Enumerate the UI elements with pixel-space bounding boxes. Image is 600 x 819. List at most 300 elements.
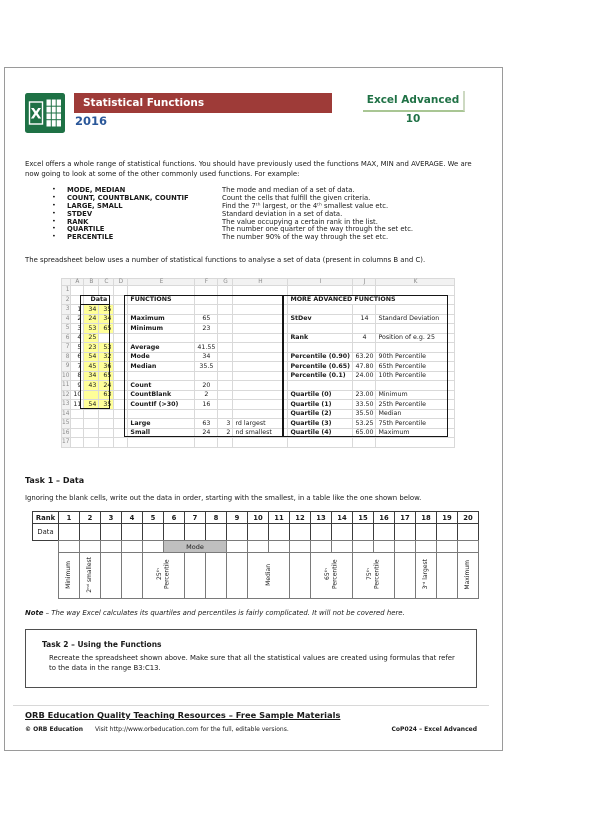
grid-cell [195, 409, 218, 419]
grid-cell [84, 428, 99, 438]
bullet-icon: • [52, 216, 56, 225]
grid-row [62, 343, 455, 353]
grid-cell: 35 [99, 305, 114, 315]
page-title: Statistical Functions [83, 97, 205, 109]
grid-cell: 7 [71, 362, 84, 372]
grid-cell: MORE ADVANCED FUNCTIONS [288, 295, 455, 305]
grid-cell: 1 [71, 305, 84, 315]
grid-cell: 63 [195, 419, 218, 429]
rank-header-cell: Rank [33, 512, 59, 524]
grid-row [62, 419, 455, 429]
grid-cell: 10th Percentile [376, 371, 455, 381]
rank-number-cell: 1 [59, 512, 80, 524]
grid-cell: 2 [71, 314, 84, 324]
grid-cell [114, 333, 128, 343]
function-name: COUNT, COUNTBLANK, COUNTIF [67, 193, 189, 202]
empty-data-cell [80, 524, 101, 541]
spreadsheet-grid [61, 278, 455, 448]
grid-cell [128, 286, 195, 296]
bullet-icon: • [52, 200, 56, 209]
empty-cell [458, 541, 479, 553]
empty-data-cell [185, 524, 206, 541]
empty-cell [227, 553, 248, 599]
edition-year: 2016 [75, 114, 108, 128]
rank-number-cell: 2 [80, 512, 101, 524]
grid-cell: 10 [71, 390, 84, 400]
grid-cell [376, 438, 455, 448]
empty-data-cell [332, 524, 353, 541]
grid-cell [114, 438, 128, 448]
rotated-label: 25ᵗʰ Percentile [156, 559, 171, 590]
grid-cell: Maximum [376, 428, 455, 438]
grid-cell [114, 409, 128, 419]
empty-data-cell [353, 524, 374, 541]
grid-cell [114, 314, 128, 324]
grid-cell: 11 [71, 400, 84, 410]
grid-cell [233, 371, 288, 381]
grid-row [62, 371, 455, 381]
rank-number-cell: 14 [332, 512, 353, 524]
grid-cell: 35.5 [195, 362, 218, 372]
grid-cell [114, 352, 128, 362]
grid-cell: 41.55 [195, 343, 218, 353]
bullet-item [52, 210, 482, 218]
function-desc: The number 90% of the way through the set etc. [222, 233, 389, 242]
function-name: LARGE, SMALL [67, 201, 123, 210]
grid-cell: 32 [99, 352, 114, 362]
grid-cell: 34 [84, 305, 99, 315]
empty-cell [101, 541, 122, 553]
column-header: I [288, 279, 353, 286]
grid-cell: 6 [71, 352, 84, 362]
grid-row [62, 352, 455, 362]
grid-cell [288, 343, 353, 353]
grid-cell [99, 409, 114, 419]
grid-cell: 24 [99, 381, 114, 391]
grid-row [62, 362, 455, 372]
function-name: RANK [67, 217, 89, 226]
statistic-label-cell [59, 553, 80, 599]
grid-cell: Quartile (3) [288, 419, 353, 429]
grid-cell [353, 305, 376, 315]
empty-cell [395, 553, 416, 599]
empty-cell [122, 541, 143, 553]
grid-cell [84, 409, 99, 419]
grid-cell [218, 400, 233, 410]
statistic-labels-row [59, 553, 479, 599]
row-header: 5 [62, 324, 71, 334]
grid-cell [288, 324, 353, 334]
note-paragraph [25, 609, 405, 617]
grid-cell [218, 295, 233, 305]
grid-cell [233, 314, 288, 324]
grid-cell [353, 381, 376, 391]
row-header: 2 [62, 295, 71, 305]
bullet-item [52, 194, 482, 202]
grid-cell: nd smallest [233, 428, 288, 438]
grid-cell: 24.00 [353, 371, 376, 381]
empty-data-cell [227, 524, 248, 541]
column-header: D [114, 279, 128, 286]
grid-cell [71, 438, 84, 448]
grid-cell [114, 295, 128, 305]
rank-number-cell: 12 [290, 512, 311, 524]
spreadsheet-screenshot [61, 278, 459, 450]
grid-cell [218, 324, 233, 334]
bullet-icon: • [52, 232, 56, 241]
grid-cell [99, 419, 114, 429]
grid-cell: 36 [99, 362, 114, 372]
grid-cell [353, 324, 376, 334]
grid-cell: 65th Percentile [376, 362, 455, 372]
rank-header-row [33, 512, 479, 524]
grid-cell: 3 [218, 419, 233, 429]
grid-cell: 63.20 [353, 352, 376, 362]
rank-number-cell: 9 [227, 512, 248, 524]
grid-cell [99, 286, 114, 296]
grid-cell [233, 333, 288, 343]
intro-paragraph: Excel offers a whole range of statistical functions. You should have previously used the functions MAX, MIN and AVERAGE. We are now going to look at some of the other commonly used functions. For example: [25, 160, 472, 178]
grid-cell: FUNCTIONS [128, 295, 195, 305]
grid-cell [218, 352, 233, 362]
grid-cell [218, 314, 233, 324]
function-name: QUARTILE [67, 225, 105, 234]
note-label: Note [25, 609, 44, 617]
column-header: G [218, 279, 233, 286]
excel-logo-icon [25, 93, 65, 133]
grid-cell: Position of e.g. 25 [376, 333, 455, 343]
task2-instructions: Recreate the spreadsheet shown above. Make sure that all the statistical values are created using formulas that refer to the data in the range B3:C13. [49, 654, 455, 672]
grid-cell [233, 381, 288, 391]
grid-cell: rd largest [233, 419, 288, 429]
grid-cell [99, 333, 114, 343]
grid-cell: 20 [195, 381, 218, 391]
bullet-icon: • [52, 185, 56, 193]
row-header: 8 [62, 352, 71, 362]
row-header: 11 [62, 382, 70, 389]
grid-cell [71, 428, 84, 438]
row-header: 13 [62, 401, 70, 408]
grid-cell [195, 371, 218, 381]
grid-cell: CountBlank [128, 390, 195, 400]
grid-cell [84, 390, 99, 400]
rank-number-cell: 16 [374, 512, 395, 524]
grid-cell: Mode [128, 352, 195, 362]
grid-cell: 23.00 [353, 390, 376, 400]
grid-cell [288, 305, 353, 315]
footer-visit-text: Visit http://www.orbeducation.com for the full, editable versions. [94, 726, 289, 733]
empty-cell [80, 541, 101, 553]
grid-cell [233, 400, 288, 410]
bullet-icon: • [52, 224, 56, 233]
grid-cell: 53.25 [353, 419, 376, 429]
grid-cell: Small [128, 428, 195, 438]
grid-cell: 9 [71, 381, 84, 391]
grid-cell [376, 343, 455, 353]
grid-cell [114, 305, 128, 315]
rank-table [32, 511, 479, 541]
row-header: 12 [62, 391, 70, 398]
bullet-item [52, 218, 482, 226]
rank-number-cell: 20 [458, 512, 479, 524]
grid-cell [233, 409, 288, 419]
grid-cell [195, 333, 218, 343]
empty-cell [290, 553, 311, 599]
column-header: C [99, 279, 114, 286]
grid-cell: Median [128, 362, 195, 372]
empty-data-cell [290, 524, 311, 541]
grid-cell [233, 324, 288, 334]
rank-number-cell: 19 [437, 512, 458, 524]
grid-corner [62, 279, 71, 286]
rank-number-cell: 15 [353, 512, 374, 524]
row-header: 6 [62, 333, 71, 343]
empty-cell [185, 553, 206, 599]
grid-cell [218, 390, 233, 400]
grid-cell: 43 [84, 381, 99, 391]
empty-cell [206, 553, 227, 599]
grid-cell [218, 438, 233, 448]
empty-cell [248, 541, 269, 553]
rank-data-row [33, 524, 479, 541]
grid-cell [218, 371, 233, 381]
grid-cell: Data [84, 295, 114, 305]
grid-cell [376, 305, 455, 315]
grid-cell [84, 419, 99, 429]
footer-row [25, 726, 477, 733]
empty-data-cell [311, 524, 332, 541]
row-header: 9 [62, 362, 71, 372]
rotated-label: 75ᵗʰ Percentile [366, 559, 381, 590]
bullet-icon: • [52, 192, 56, 201]
grid-cell: 65 [99, 371, 114, 381]
grid-cell [218, 409, 233, 419]
grid-cell: Minimum [128, 324, 195, 334]
empty-cell [437, 541, 458, 553]
rank-number-cell: 13 [311, 512, 332, 524]
grid-cell [376, 324, 455, 334]
row-header: 1 [62, 286, 71, 296]
statistic-label-cell [353, 553, 395, 599]
grid-cell: 63 [99, 390, 114, 400]
grid-cell [114, 419, 128, 429]
footer-doc-code: CoP024 – Excel Advanced [391, 726, 477, 733]
grid-cell: Percentile (0.65) [288, 362, 353, 372]
column-header: F [195, 279, 218, 286]
grid-row [62, 428, 455, 438]
grid-cell [71, 419, 84, 429]
statistic-label-cell [311, 553, 353, 599]
bullet-item [52, 233, 482, 241]
empty-data-cell [122, 524, 143, 541]
grid-cell: Quartile (0) [288, 390, 353, 400]
bullet-icon: • [52, 208, 56, 217]
function-desc: The number one quarter of the way through the set etc. [222, 225, 414, 234]
grid-cell: 25 [84, 333, 99, 343]
bullet-item [52, 202, 482, 210]
rank-number-cell: 6 [164, 512, 185, 524]
empty-data-cell [458, 524, 479, 541]
grid-cell: 75th Percentile [376, 419, 455, 429]
grid-cell [114, 428, 128, 438]
grid-cell: 8 [71, 371, 84, 381]
note-text: – The way Excel calculates its quartiles and percentiles is fairly complicated. It will not be covered here. [43, 609, 405, 617]
grid-cell [195, 438, 218, 448]
grid-cell [218, 333, 233, 343]
rotated-label: 65ᵗʰ Percentile [324, 559, 339, 590]
empty-cell [59, 541, 80, 553]
grid-cell: Percentile (0.1) [288, 371, 353, 381]
rank-number-cell: 3 [101, 512, 122, 524]
grid-cell [233, 362, 288, 372]
grid-cell [99, 438, 114, 448]
grid-cell: 34 [99, 314, 114, 324]
grid-cell: Large [128, 419, 195, 429]
grid-cell [128, 305, 195, 315]
grid-cell: Maximum [128, 314, 195, 324]
grid-cell [353, 286, 376, 296]
grid-row [62, 333, 455, 343]
empty-data-cell [206, 524, 227, 541]
mode-row [59, 541, 479, 553]
function-name: STDEV [67, 209, 93, 218]
grid-cell: 33.50 [353, 400, 376, 410]
grid-cell [288, 286, 353, 296]
grid-cell [288, 438, 353, 448]
function-desc: Count the cells that fulfill the given criteria. [222, 193, 371, 202]
grid-cell: 65 [99, 324, 114, 334]
grid-cell: 14 [353, 314, 376, 324]
grid-cell: Rank [288, 333, 353, 343]
row-header: 7 [62, 343, 71, 353]
grid-cell [114, 390, 128, 400]
footer-divider [13, 705, 489, 706]
empty-cell [437, 553, 458, 599]
footer-copyright: © ORB Education [25, 726, 84, 733]
grid-cell [353, 343, 376, 353]
row-header: 14 [62, 410, 70, 417]
empty-data-cell [164, 524, 185, 541]
grid-cell [195, 305, 218, 315]
grid-row [62, 286, 455, 296]
grid-cell [233, 305, 288, 315]
grid-cell: Count [128, 381, 195, 391]
grid-row [62, 324, 455, 334]
rotated-label: Median [264, 563, 272, 586]
empty-cell [311, 541, 332, 553]
grid-cell [84, 286, 99, 296]
function-desc: Find the 7ᵗʰ largest, or the 4ᵗʰ smallest value etc. [222, 201, 389, 210]
empty-cell [416, 541, 437, 553]
empty-data-cell [416, 524, 437, 541]
empty-cell [395, 541, 416, 553]
grid-cell [233, 438, 288, 448]
grid-cell: 2 [195, 390, 218, 400]
grid-cell [114, 381, 128, 391]
row-header: 17 [62, 439, 70, 446]
empty-cell [332, 541, 353, 553]
grid-cell [128, 371, 195, 381]
rotated-label: 3ʳᵈ largest [422, 559, 430, 590]
footer-title: ORB Education Quality Teaching Resources – Free Sample Materials [25, 710, 341, 720]
grid-cell: Percentile (0.90) [288, 352, 353, 362]
grid-cell: 90th Percentile [376, 352, 455, 362]
grid-cell: 45 [84, 362, 99, 372]
rotated-label: Minimum [65, 560, 73, 589]
grid-cell: 34 [84, 371, 99, 381]
grid-cell [71, 286, 84, 296]
grid-cell: Quartile (4) [288, 428, 353, 438]
grid-cell: 65 [195, 314, 218, 324]
svg-text:X: X [30, 106, 42, 123]
rank-number-cell: 11 [269, 512, 290, 524]
grid-cell [233, 286, 288, 296]
grid-cell [128, 333, 195, 343]
empty-cell [227, 541, 248, 553]
row-header: 10 [62, 372, 70, 379]
grid-cell: 35 [99, 400, 114, 410]
grid-cell: 47.80 [353, 362, 376, 372]
title-banner [74, 93, 332, 113]
grid-cell: Minimum [376, 390, 455, 400]
empty-cell [143, 541, 164, 553]
grid-cell [233, 390, 288, 400]
empty-data-cell [101, 524, 122, 541]
grid-cell: 53 [84, 324, 99, 334]
grid-cell: Median [376, 409, 455, 419]
empty-data-cell [437, 524, 458, 541]
grid-cell: StDev [288, 314, 353, 324]
task2-heading: Task 2 – Using the Functions [42, 640, 162, 649]
grid-cell: 4 [71, 333, 84, 343]
grid-cell [114, 324, 128, 334]
grid-cell [218, 305, 233, 315]
function-desc: The mode and median of a set of data. [222, 186, 355, 194]
grid-cell: 2 [218, 428, 233, 438]
data-label-cell: Data [33, 524, 59, 541]
grid-cell [99, 428, 114, 438]
empty-cell [269, 541, 290, 553]
row-header: 4 [62, 314, 71, 324]
grid-cell [71, 409, 84, 419]
grid-cell [195, 295, 218, 305]
empty-data-cell [248, 524, 269, 541]
grid-cell: 35.50 [353, 409, 376, 419]
grid-header-row [62, 279, 455, 286]
grid-cell: 53 [99, 343, 114, 353]
grid-cell [195, 286, 218, 296]
series-badge: Excel Advanced 10 [363, 91, 465, 112]
grid-row [62, 314, 455, 324]
grid-cell: Quartile (1) [288, 400, 353, 410]
function-name: PERCENTILE [67, 233, 114, 242]
empty-data-cell [59, 524, 80, 541]
column-header: J [353, 279, 376, 286]
empty-data-cell [395, 524, 416, 541]
statistic-label-cell [248, 553, 290, 599]
grid-cell: 5 [71, 343, 84, 353]
rotated-label: 2ⁿᵈ smallest [86, 556, 94, 593]
function-list [52, 186, 482, 241]
empty-cell [290, 541, 311, 553]
grid-row [62, 438, 455, 448]
grid-row [62, 305, 455, 315]
grid-cell: 65.00 [353, 428, 376, 438]
task1-heading: Task 1 – Data [25, 476, 85, 485]
grid-cell [128, 438, 195, 448]
grid-cell: 3 [71, 324, 84, 334]
document-page [4, 67, 503, 751]
